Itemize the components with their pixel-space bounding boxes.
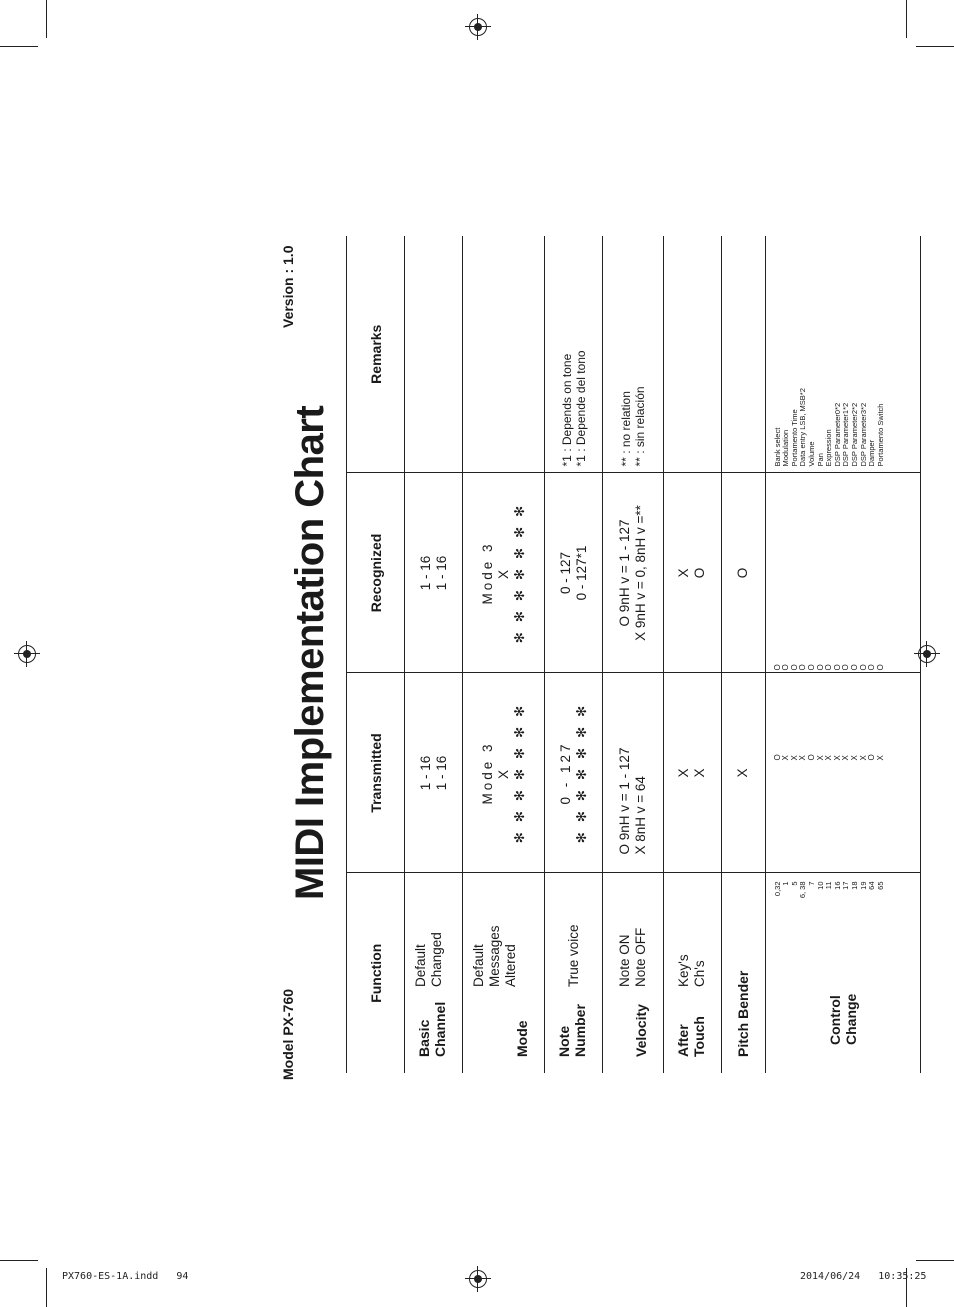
- registration-mark-icon: [469, 1270, 487, 1288]
- remarks-after-touch: [663, 236, 721, 473]
- remarks-note-number: *1 : Depends on tone *1 : Depende del tono: [545, 236, 603, 473]
- remarks-pitch-bender: [721, 236, 765, 473]
- page-title: MIDI Implementation Chart: [288, 405, 332, 900]
- recognized-after-touch: X O: [663, 473, 721, 673]
- remarks-mode: [463, 236, 545, 473]
- recognized-note-number: 0 - 127 0 - 127*1: [545, 473, 603, 673]
- recognized-mode: Mode 3 X ✻ ✻ ✻ ✻ ✻ ✻ ✻: [463, 473, 545, 673]
- row-label-basic-channel: Basic Channel: [405, 993, 463, 1073]
- crop-mark: [0, 1260, 38, 1261]
- table-row: [663, 236, 721, 1073]
- table-header-row: [347, 236, 405, 1073]
- recognized-pitch-bender: O: [721, 473, 765, 673]
- crop-mark: [46, 1268, 47, 1307]
- table-row: [721, 236, 765, 1073]
- table-row: [545, 236, 603, 1073]
- row-label-velocity: Velocity: [603, 993, 663, 1073]
- transmitted-pitch-bender: X: [721, 673, 765, 873]
- recognized-control-change: O O O O O O O O O O O O O: [765, 473, 920, 673]
- slug-date: 2014/06/24 10:35:25: [800, 1271, 927, 1282]
- transmitted-velocity: O 9nH v = 1 - 127 X 8nH v = 64: [603, 673, 663, 873]
- row-label-pitch-bender: Pitch Bender: [721, 873, 765, 1073]
- row-sub-note-number: True voice: [545, 873, 603, 993]
- transmitted-mode: Mode 3 X ✻ ✻ ✻ ✻ ✻ ✻ ✻: [463, 673, 545, 873]
- column-header-remarks: Remarks: [347, 236, 405, 473]
- version-label: Version : 1.0: [280, 245, 296, 328]
- crop-mark: [0, 46, 38, 47]
- row-sub-velocity: Note ON Note OFF: [603, 873, 663, 993]
- remarks-velocity: ** : no relation ** : sin relación: [603, 236, 663, 473]
- transmitted-note-number: 0 - 127 ✻ ✻ ✻ ✻ ✻ ✻ ✻: [545, 673, 603, 873]
- slug-file: PX760-ES-1A.indd 94: [62, 1271, 189, 1282]
- transmitted-control-change: O X X X O X X X X X X O X: [765, 673, 920, 873]
- row-sub-basic-channel: Default Changed: [405, 873, 463, 993]
- crop-mark: [46, 0, 47, 38]
- remarks-basic-channel: [405, 236, 463, 473]
- column-header-function: Function: [347, 873, 405, 1073]
- transmitted-after-touch: X X: [663, 673, 721, 873]
- row-sub-mode: Default Messages Altered: [463, 873, 545, 993]
- row-sub-after-touch: Key's Ch's: [663, 873, 721, 993]
- recognized-velocity: O 9nH v = 1 - 127 X 9nH v = 0, 8nH v =**: [603, 473, 663, 673]
- row-label-control-change: Control Change: [765, 993, 920, 1073]
- table-row: [765, 236, 920, 1073]
- table-row: [463, 236, 545, 1073]
- table-row: [405, 236, 463, 1073]
- transmitted-basic-channel: 1 - 16 1 - 16: [405, 673, 463, 873]
- crop-mark: [916, 1260, 954, 1261]
- row-label-after-touch: After Touch: [663, 993, 721, 1073]
- row-label-mode: Mode: [463, 993, 545, 1073]
- row-label-note-number: Note Number: [545, 993, 603, 1073]
- remarks-control-change: Bank select Modulation Portamento Time Data entry LSB, MSB*2 Volume Pan Expression DSP Parameter0*2 DSP Parameter1*2 DSP Parameter2*2 DSP Parameter3*2 Damper Portamento Switch: [765, 236, 920, 473]
- midi-table-wrapper: [346, 236, 921, 1073]
- column-header-transmitted: Transmitted: [347, 673, 405, 873]
- midi-implementation-table: [346, 236, 921, 1073]
- model-label: Model PX-760: [280, 988, 296, 1080]
- registration-mark-icon: [18, 645, 36, 663]
- table-row: [603, 236, 663, 1073]
- control-change-numbers: 0,32 1 5 6, 38 7 10 11 16 17 18 19 64 65: [765, 873, 920, 993]
- column-header-recognized: Recognized: [347, 473, 405, 673]
- recognized-basic-channel: 1 - 16 1 - 16: [405, 473, 463, 673]
